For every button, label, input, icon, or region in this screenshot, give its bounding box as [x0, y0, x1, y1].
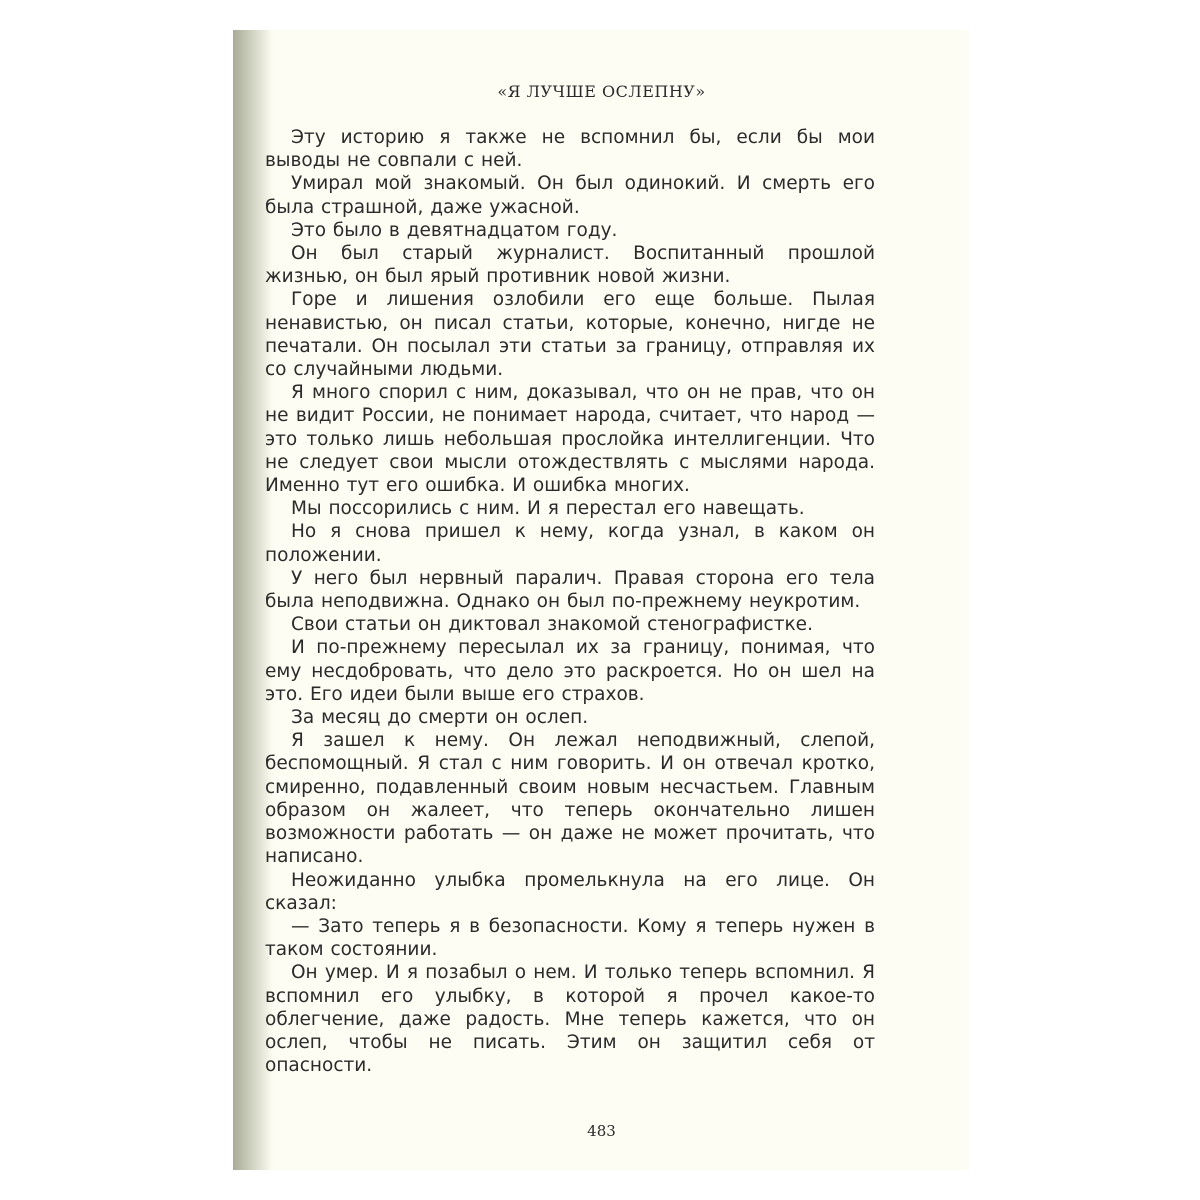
paragraph: Это было в девятнадцатом году.	[291, 219, 618, 241]
paragraph: За месяц до смерти он ослеп.	[291, 707, 589, 729]
page-number: 483	[587, 1122, 616, 1140]
paragraph: Неожиданно улыбка промелькнула на его лице. Он сказал:	[265, 869, 875, 914]
paragraph: Он был старый журналист. Воспитанный прошлой жизнью, он был ярый противник новой жизни.	[265, 243, 875, 288]
paragraph: У него был нервный паралич. Правая сторона его тела была неподвижна. Однако он был по-прежнему неукротим.	[265, 567, 875, 613]
body-text	[265, 126, 875, 1077]
paragraph: Я зашел к нему. Он лежал неподвижный, слепой, беспомощный. Я стал с ним говорить. И он отвечал кротко, смиренно, подавленный своим новым несчастьем. Главным образом он жалеет, что теперь окончательно лишен возможности работать — он даже не может прочитать, что написано.	[265, 730, 875, 868]
paragraph: Свои статьи он диктовал знакомой стенографистке.	[291, 614, 813, 636]
paragraph: Но я снова пришел к нему, когда узнал, в каком он положении.	[265, 521, 875, 566]
paragraph: И по-прежнему пересылал их за границу, понимая, что ему несдобровать, что дело это раскроется. Но он шел на это. Его идеи были выше его страхов.	[265, 637, 875, 705]
paragraph: — Зато теперь я в безопасности. Кому я теперь нужен в таком состоянии.	[265, 915, 875, 961]
running-head: «Я ЛУЧШЕ ОСЛЕПНУ»	[497, 82, 706, 101]
paragraph: Горе и лишения озлобили его еще больше. Пылая ненавистью, он писал статьи, которые, конечно, нигде не печатали. Он посылал эти статьи за границу, отправляя их со случайными людьми.	[265, 289, 875, 381]
paragraph: Я много спорил с ним, доказывал, что он не прав, что он не видит России, не понимает народа, считает, что народ — это только лишь небольшая прослойка интеллигенции. Что не следует свои мысли отождествлять с мыслями народа. Именно тут его ошибка. И ошибка многих.	[265, 382, 875, 497]
paragraph: Мы поссорились с ним. И я перестал его навещать.	[291, 498, 805, 520]
paragraph: Умирал мой знакомый. Он был одинокий. И смерть его была страшной, даже ужасной.	[265, 173, 875, 218]
paragraph: Он умер. И я позабыл о нем. И только теперь вспомнил. Я вспомнил его улыбку, в которой я прочел какое-то облегчение, даже радость. Мне теперь кажется, что он ослеп, чтобы не писать. Этим он защитил себя от опасности.	[265, 962, 875, 1077]
book-page	[233, 30, 970, 1170]
paragraph: Эту историю я также не вспомнил бы, если бы мои выводы не совпали с ней.	[265, 127, 875, 172]
